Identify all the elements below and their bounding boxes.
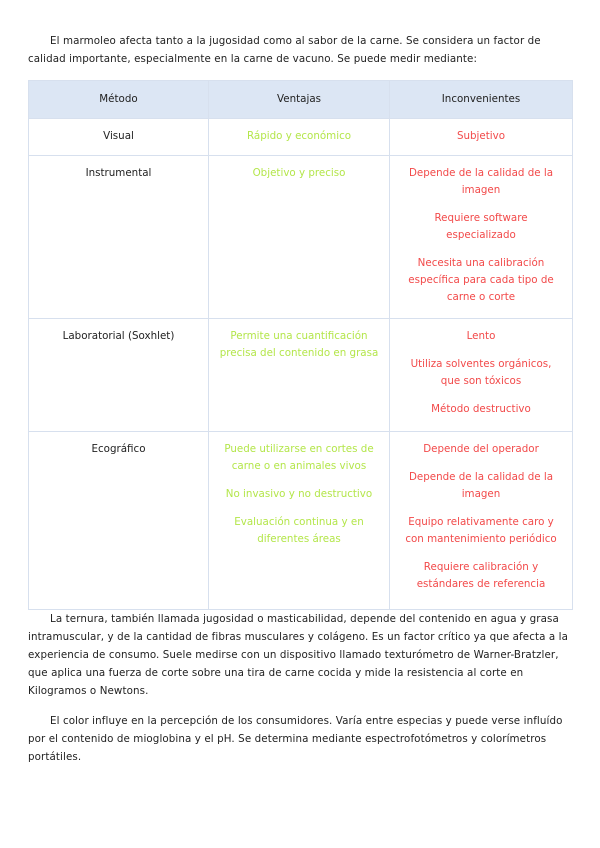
table-row (29, 119, 573, 156)
disadvantages-cell (390, 432, 573, 610)
advantages-cell (209, 319, 390, 432)
disadvantage-item: Utiliza solventes orgánicos, que son tóxicos (410, 358, 552, 387)
disadvantage-item: Lento (466, 330, 496, 342)
table-row (29, 319, 573, 432)
disadvantage-item: Subjetivo (456, 130, 506, 142)
disadvantage-item: Método destructivo (431, 403, 531, 415)
tenderness-paragraph: La ternura, también llamada jugosidad o masticabilidad, depende del contenido en agua y grasa intramuscular, y de la cantidad de fibras musculares y colágeno. Es un factor crítico ya que afecta a la experiencia de consumo. Suele medirse con un dispositivo llamado texturómetro de Warner-Bratzler, que aplica una fuerza de corte sobre una tira de carne cocida y mide la resistencia al corte en Kilogramos o Newtons. (28, 613, 569, 697)
disadvantages-cell (390, 156, 573, 319)
advantage-item: Permite una cuantificación precisa del contenido en grasa (219, 330, 379, 359)
disadvantage-item: Depende de la calidad de la imagen (408, 167, 554, 196)
advantage-item: No invasivo y no destructivo (225, 488, 373, 500)
header-method: Método (29, 81, 209, 119)
advantages-cell (209, 432, 390, 610)
table-row (29, 156, 573, 319)
method-cell: Ecográfico (29, 432, 209, 610)
disadvantages-cell (390, 319, 573, 432)
table-header-row (29, 81, 573, 119)
header-disadvantages: Inconvenientes (390, 81, 573, 119)
advantages-cell (209, 119, 390, 156)
color-paragraph: El color influye en la percepción de los consumidores. Varía entre especias y puede verse influído por el contenido de mioglobina y el pH. Se determina mediante espectrofotómetros y colorímetros portátiles. (28, 715, 563, 763)
method-cell: Laboratorial (Soxhlet) (29, 319, 209, 432)
disadvantage-item: Requiere software especializado (434, 212, 528, 241)
advantage-item: Objetivo y preciso (252, 167, 346, 179)
disadvantage-item: Necesita una calibración específica para cada tipo de carne o corte (408, 257, 554, 303)
measurement-methods-table (28, 80, 573, 610)
method-cell: Visual (29, 119, 209, 156)
disadvantage-item: Requiere calibración y estándares de referencia (416, 561, 546, 590)
advantage-item: Puede utilizarse en cortes de carne o en animales vivos (224, 443, 374, 472)
table-row (29, 432, 573, 610)
method-cell: Instrumental (29, 156, 209, 319)
header-advantages: Ventajas (209, 81, 390, 119)
disadvantage-item: Depende de la calidad de la imagen (408, 471, 554, 500)
advantage-item: Rápido y económico (246, 130, 352, 142)
disadvantage-item: Depende del operador (423, 443, 539, 455)
advantages-cell (209, 156, 390, 319)
disadvantages-cell (390, 119, 573, 156)
intro-paragraph: El marmoleo afecta tanto a la jugosidad como al sabor de la carne. Se considera un factor de calidad importante, especialmente en la carne de vacuno. Se puede medir mediante: (28, 35, 541, 65)
advantage-item: Evaluación continua y en diferentes áreas (234, 516, 364, 545)
disadvantage-item: Equipo relativamente caro y con mantenimiento periódico (405, 516, 557, 545)
